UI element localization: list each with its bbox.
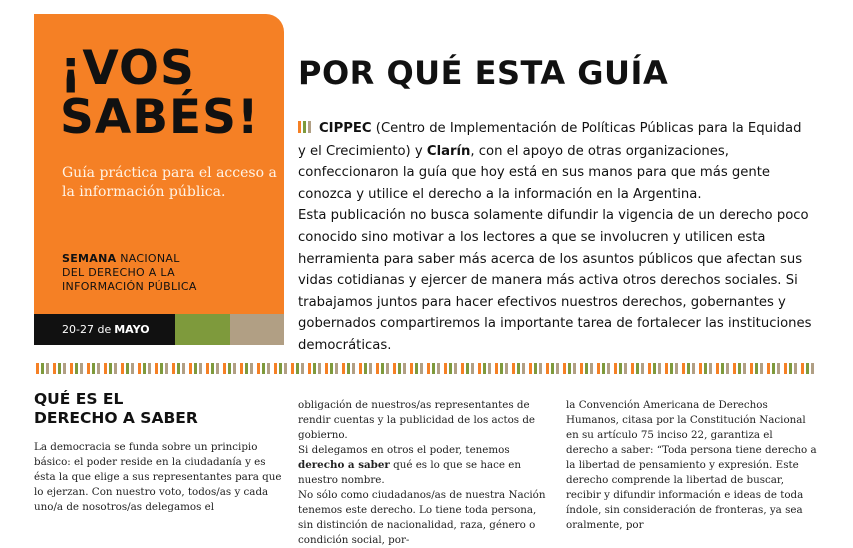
section-title-line1: QUÉ ES EL bbox=[34, 390, 124, 408]
event-month: MAYO bbox=[114, 323, 150, 336]
cover-title bbox=[60, 41, 260, 145]
cover-title-line1: ¡VOS bbox=[60, 41, 195, 96]
cover-orange-panel bbox=[34, 14, 284, 314]
intro-paragraph-2: Esta publicación no busca solamente difundir la vigencia de un derecho poco conocido sino motivar a los lectores a que se involucren y utilicen esta herramienta para saber más acerca de los asuntos públicos que afectan sus vidas cotidianas y ejercer de manera más activa otros derechos sociales. Si trabajamos juntos para hacer efectivos nuestros derechos, gobernantes y gobernados compartiremos la importante tarea de fortalecer las instituciones democráticas. bbox=[298, 208, 812, 353]
cover-block bbox=[34, 14, 284, 345]
intro-text-part2: , con el apoyo de otras organizaciones, confeccionaron la guía que hoy está en sus manos para que más gente conozca y utilice el derecho a la información en la Argentina. bbox=[298, 143, 771, 202]
column-2-paragraph-1: obligación de nuestros/as representantes de rendir cuentas y la publicidad de los actos de gobierno. bbox=[298, 399, 536, 441]
column-2-paragraph-2-end: qué es lo que se hace en nuestro nombre. bbox=[298, 459, 521, 486]
column-3-text: la Convención Americana de Derechos Humanos, citasa por la Constitución Nacional en su artículo 75 inciso 22, garantiza el derecho a saber: “Toda persona tiene derecho a la libertad de pensamiento y expresión. Este derecho comprende la libertad de buscar, recibir y difundir información e ideas de toda índole, sin consideración de fronteras, ya sea oralmente, por bbox=[566, 399, 817, 531]
color-swatch-tan bbox=[230, 314, 284, 345]
event-name-line3: INFORMACIÓN PÚBLICA bbox=[62, 280, 197, 293]
event-dates bbox=[34, 314, 175, 345]
event-name-line1: NACIONAL bbox=[116, 252, 180, 265]
section-title-line2: DERECHO A SABER bbox=[34, 409, 198, 427]
column-1-text: La democracia se funda sobre un principio básico: el poder reside en la ciudadanía y es ésta la que elige a sus representantes para que lo ejerzan. Con nuestro voto, todos/as y cada uno/a de nosotros/as delegamos el bbox=[34, 441, 282, 513]
tick-divider bbox=[36, 363, 816, 374]
page-title: POR QUÉ ESTA GUÍA bbox=[298, 54, 669, 92]
column-2-text bbox=[298, 398, 550, 548]
cover-subtitle: Guía práctica para el acceso a la información pública. bbox=[62, 165, 277, 200]
intro-text bbox=[298, 118, 813, 357]
event-dates-text: 20-27 de bbox=[62, 323, 112, 336]
event-name bbox=[62, 252, 197, 294]
event-name-line2: DEL DERECHO A LA bbox=[62, 266, 175, 279]
intro-text-part1: (Centro de Implementación de Políticas Públicas para la Equidad y el Crecimiento) y bbox=[298, 121, 802, 159]
org-cippec: CIPPEC bbox=[319, 121, 372, 136]
section-title bbox=[34, 390, 198, 428]
cover-date-bar bbox=[34, 314, 284, 345]
org-clarin: Clarín bbox=[426, 143, 471, 159]
column-2-paragraph-2-start: Si delegamos en otros el poder, tenemos bbox=[298, 444, 510, 456]
tick-marks-icon bbox=[298, 119, 313, 141]
event-name-bold: SEMANA bbox=[62, 252, 117, 265]
derecho-a-saber-emphasis: derecho a saber bbox=[298, 459, 390, 471]
column-2-paragraph-2 bbox=[298, 443, 550, 488]
column-2-paragraph-3: No sólo como ciudadanos/as de nuestra Nación tenemos este derecho. Lo tiene toda persona, sin distinción de nacionalidad, raza, género o condición social, por- bbox=[298, 489, 546, 546]
color-swatch-green bbox=[175, 314, 230, 345]
cover-title-line2: SABÉS! bbox=[60, 90, 260, 145]
